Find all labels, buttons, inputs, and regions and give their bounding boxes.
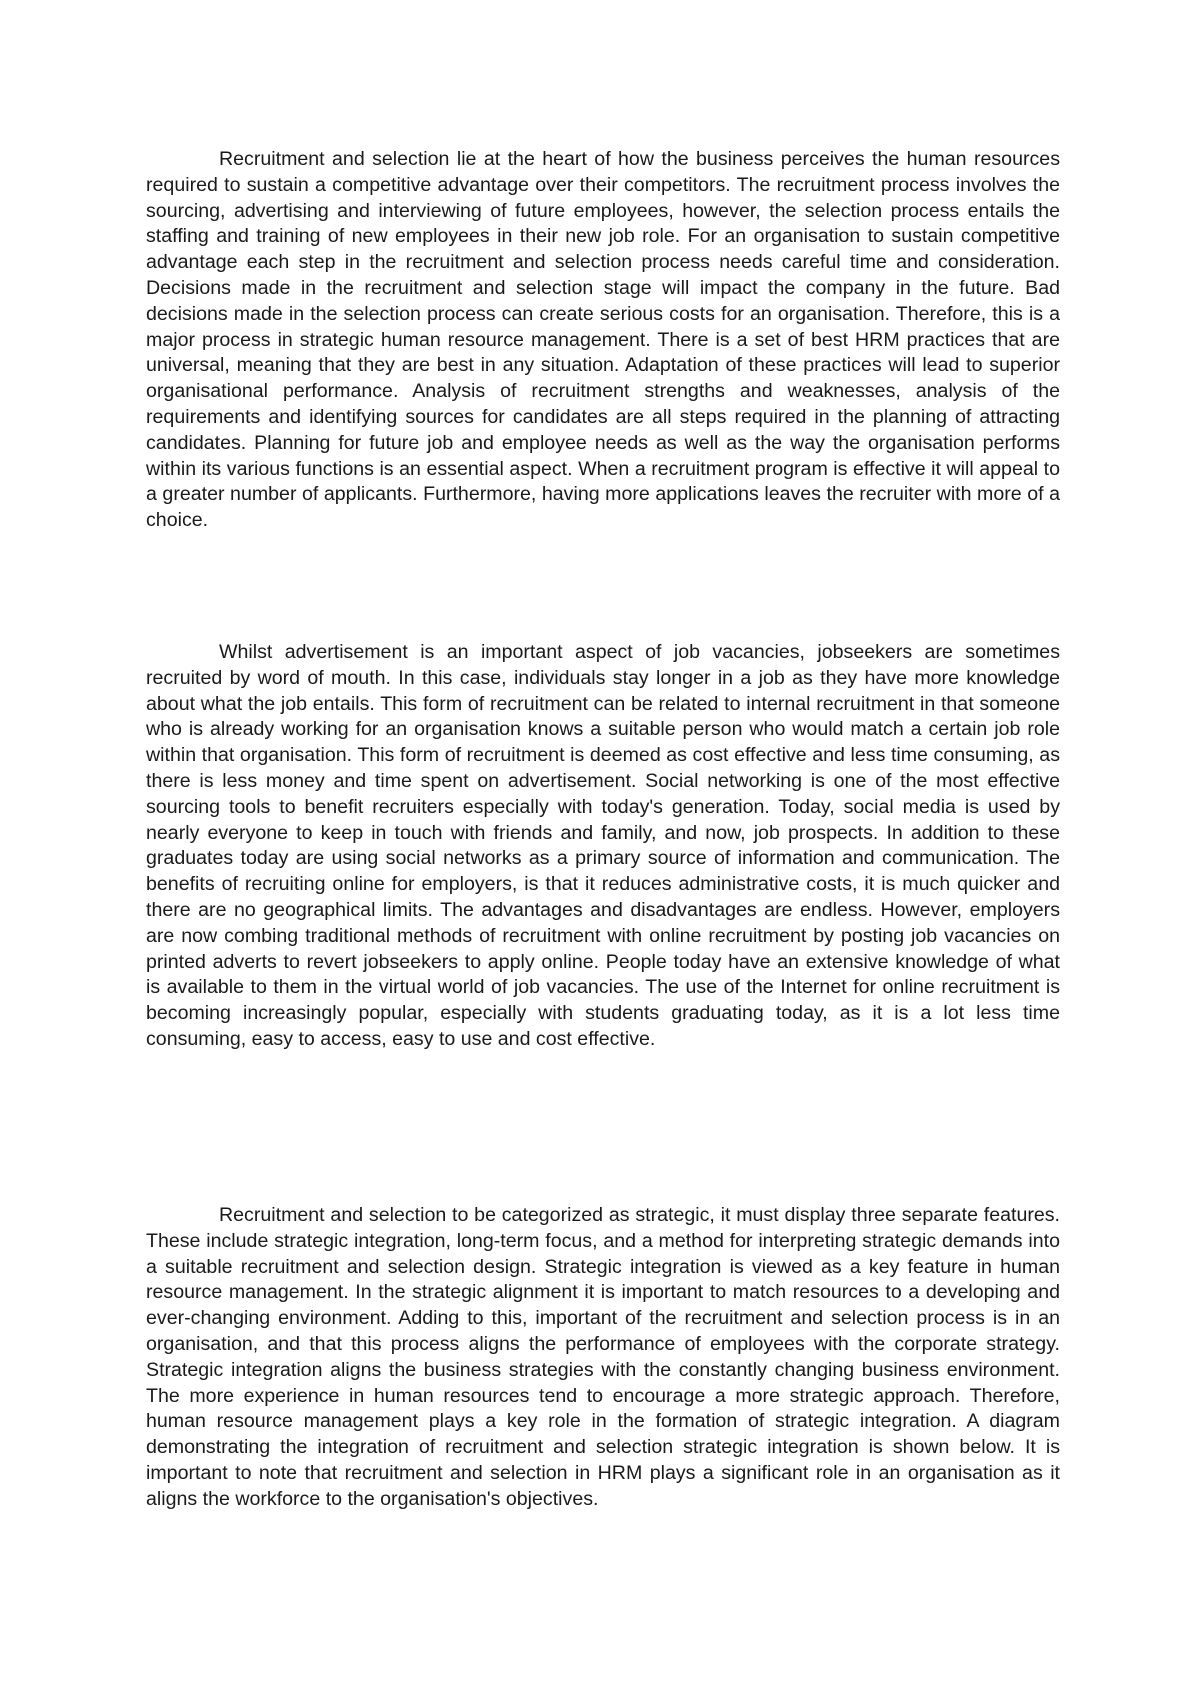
paragraph-advertisement-word-of-mouth: Whilst advertisement is an important aspect of job vacancies, jobseekers are sometimes recruited by word of mouth. In this case, individuals stay longer in a job as they have more knowledge about what the job entails. This form of recruitment can be related to internal recruitment in that someone who is already working for an organisation knows a suitable person who would match a certain job role within that organisation. This form of recruitment is deemed as cost effective and less time consuming, as there is less money and time spent on advertisement. Social networking is one of the most effective sourcing tools to benefit recruiters especially with today's generation. Today, social media is used by nearly everyone to keep in touch with friends and family, and now, job prospects. In addition to these graduates today are using social networks as a primary source of information and communication. The benefits of recruiting online for employers, is that it reduces administrative costs, it is much quicker and there are no geographical limits. The advantages and disadvantages are endless. However, employers are now combing traditional methods of recruitment with online recruitment by posting job vacancies on printed adverts to revert jobseekers to apply online. People today have an extensive knowledge of what is available to them in the virtual world of job vacancies. The use of the Internet for online recruitment is becoming increasingly popular, especially with students graduating today, as it is a lot less time consuming, easy to access, easy to use and cost effective. [146,641,1060,1050]
paragraph-strategic-features: Recruitment and selection to be categorized as strategic, it must display three separate features. These include strategic integration, long-term focus, and a method for interpreting strategic demands into a suitable recruitment and selection design. Strategic integration is viewed as a key feature in human resource management. In the strategic alignment it is important to match resources to a developing and ever-changing environment. Adding to this, important of the recruitment and selection process is in an organisation, and that this process aligns the performance of employees with the corporate strategy. Strategic integration aligns the business strategies with the constantly changing business environment. The more experience in human resources tend to encourage a more strategic approach. Therefore, human resource management plays a key role in the formation of strategic integration. A diagram demonstrating the integration of recruitment and selection strategic integration is shown below. It is important to note that recruitment and selection in HRM plays a significant role in an organisation as it aligns the workforce to the organisation's objectives. [146,1204,1060,1510]
paragraph-recruitment-selection-intro: Recruitment and selection lie at the heart of how the business perceives the human resources required to sustain a competitive advantage over their competitors. The recruitment process involves the sourcing, advertising and interviewing of future employees, however, the selection process entails the staffing and training of new employees in their new job role. For an organisation to sustain competitive advantage each step in the recruitment and selection process needs careful time and consideration. Decisions made in the recruitment and selection stage will impact the company in the future. Bad decisions made in the selection process can create serious costs for an organisation. Therefore, this is a major process in strategic human resource management. There is a set of best HRM practices that are universal, meaning that they are best in any situation. Adaptation of these practices will lead to superior organisational performance. Analysis of recruitment strengths and weaknesses, analysis of the requirements and identifying sources for candidates are all steps required in the planning of attracting candidates. Planning for future job and employee needs as well as the way the organisation performs within its various functions is an essential aspect. When a recruitment program is effective it will appeal to a greater number of applicants. Furthermore, having more applications leaves the recruiter with more of a choice. [146,148,1060,532]
